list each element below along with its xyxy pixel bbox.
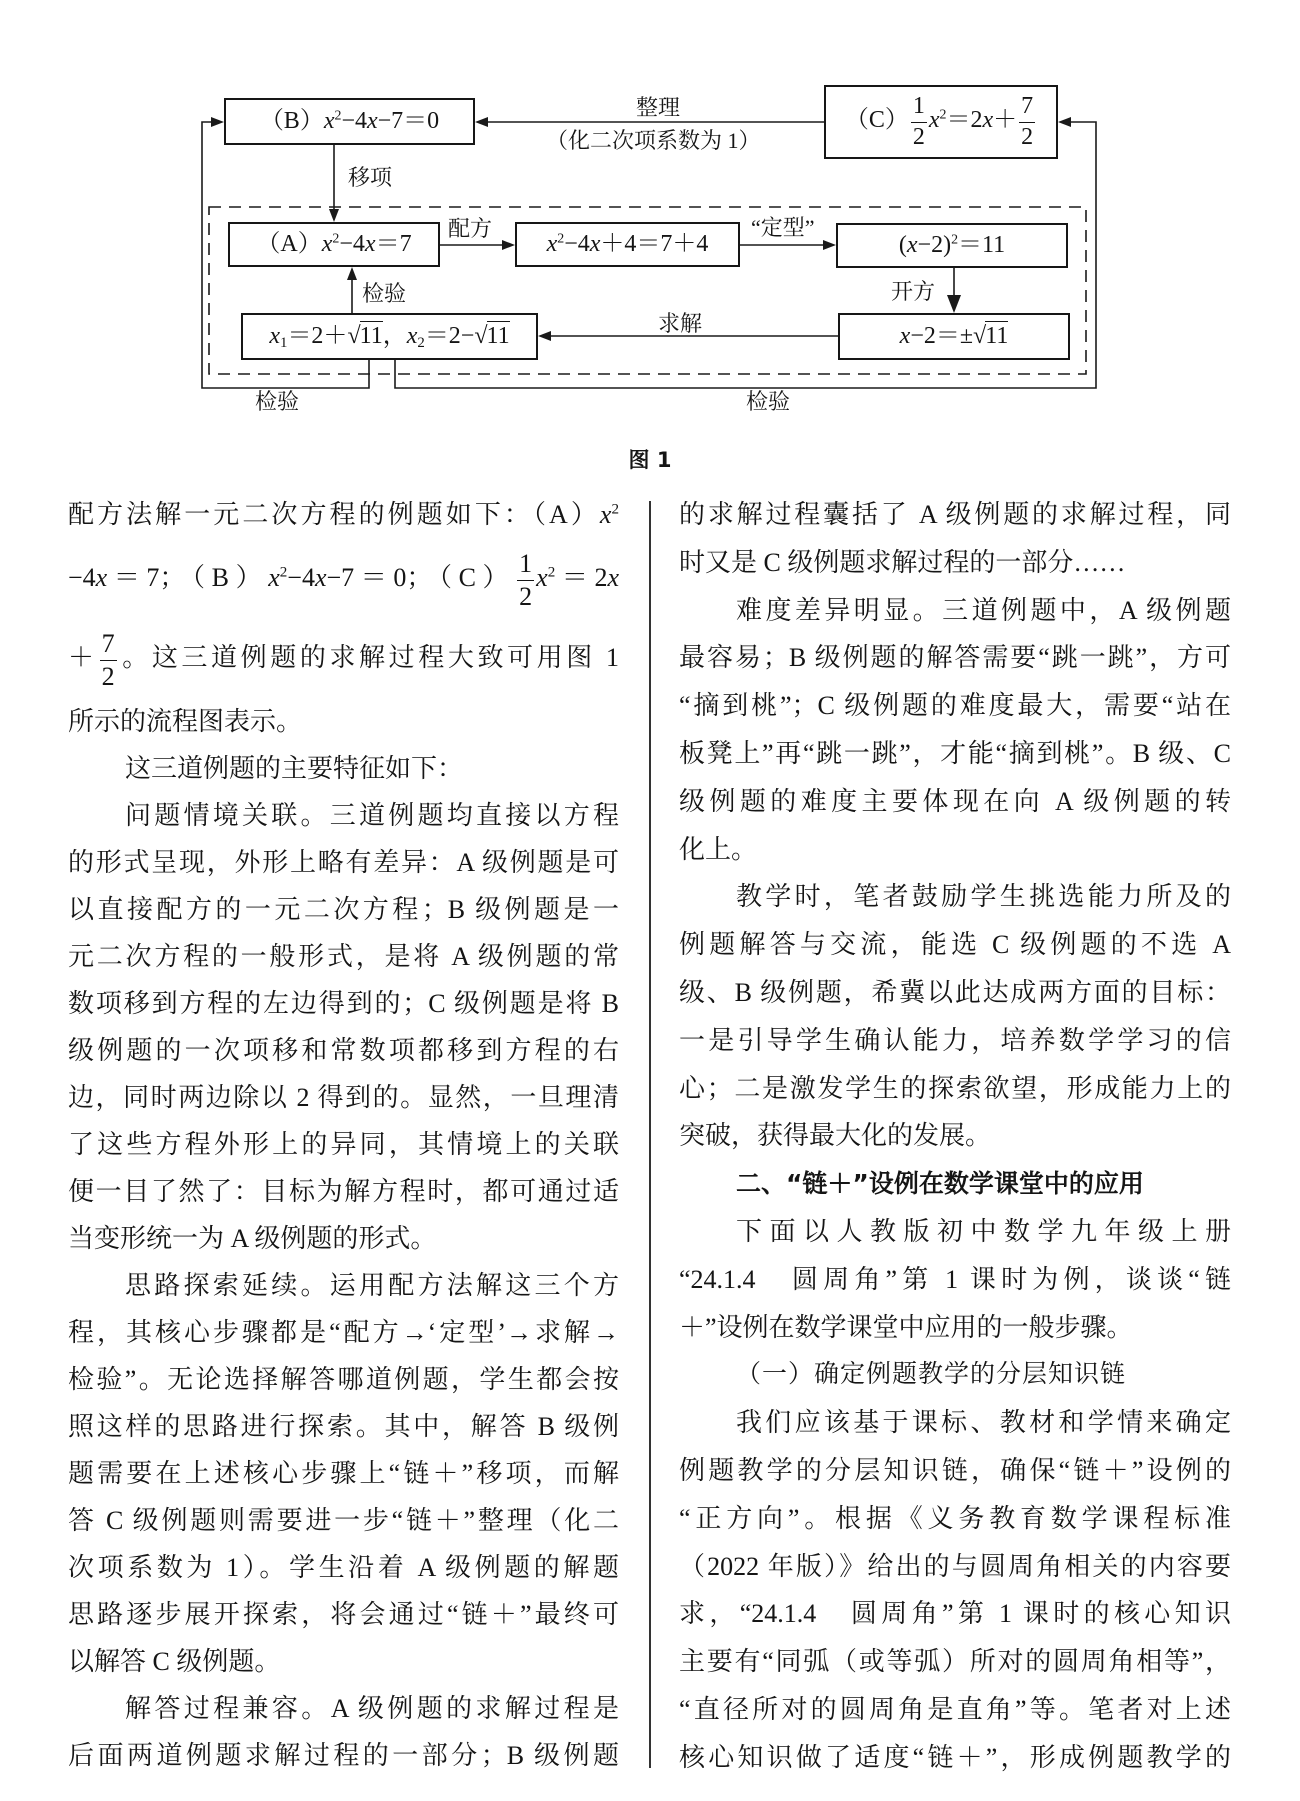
text-line: 元二次方程的一般形式，是将 A 级例题的常 — [68, 942, 619, 971]
math-variable: x — [607, 563, 619, 592]
text-line: 下面以人教版初中数学九年级上册 — [736, 1216, 1231, 1246]
text-line: 的求解过程囊括了 A 级例题的求解过程，同 — [679, 500, 1231, 529]
fraction-numerator: 7 — [100, 630, 117, 660]
subscript: 2 — [417, 335, 425, 352]
arrowhead-left-icon — [538, 331, 551, 341]
text-run: 配方法解一元二次方程的例题如下：（A） — [68, 500, 600, 529]
label-transpose: 移项 — [348, 165, 393, 190]
text-run: −4 — [341, 108, 367, 135]
paragraph — [68, 1685, 619, 1779]
subsection-heading — [679, 1351, 1231, 1399]
text-line: “直径所对的圆周角是直角”等。笔者对上述 — [679, 1694, 1231, 1724]
text-line: 教学时，笔者鼓励学生挑选能力所及的 — [736, 882, 1231, 912]
radicand: 11 — [359, 323, 383, 350]
arrowhead-left-icon — [1058, 117, 1071, 127]
text-line: “正方向”。根据《义务教育数学课程标准 — [679, 1503, 1231, 1533]
paragraph — [679, 1208, 1231, 1351]
math-variable: x — [269, 323, 280, 350]
equation-box-c — [824, 85, 1058, 159]
equation-c-text — [845, 94, 1037, 149]
text-run: ＋ — [68, 643, 98, 672]
text-line: 思路探索延续。运用配方法解这三个方 — [125, 1271, 619, 1300]
text-line: 级、B 级例题，希冀以此达成两方面的目标： — [679, 977, 1231, 1007]
text-line: 二、“链＋”设例在数学课堂中的应用 — [736, 1169, 1144, 1199]
text-run: ＝2− — [424, 323, 475, 350]
text-line: “摘到桃”；C 级例题的难度最大，需要“站在 — [679, 691, 1231, 721]
text-run: ， — [382, 323, 407, 350]
text-line: 思路逐步展开探索，将会通过“链＋”最终可 — [68, 1600, 619, 1629]
text-line: 以直接配方的一元二次方程；B 级例题是一 — [68, 895, 619, 924]
math-variable: x — [982, 107, 994, 134]
math-variable: x — [95, 563, 108, 592]
text-run: −4 — [68, 563, 96, 592]
text-run: （B） — [259, 108, 324, 135]
text-line: 我们应该基于课标、教材和学情来确定 — [736, 1408, 1231, 1438]
text-run: ＝2 — [946, 107, 983, 134]
text-line: 边，同时两边除以 2 得到的。显然，一旦理清 — [68, 1083, 619, 1112]
radicand: 11 — [985, 323, 1009, 350]
text-line: 当变形统一为 A 级例题的形式。 — [68, 1224, 437, 1253]
text-run: ＝2＋ — [287, 323, 348, 350]
arrowhead-right-icon — [502, 240, 515, 250]
section-heading — [679, 1160, 1231, 1208]
text-line: 主要有“同弧（或等弧）所对的圆周角相等”， — [679, 1647, 1231, 1677]
superscript: 2 — [611, 501, 619, 518]
complete-square-text — [547, 230, 709, 259]
right-text-column — [679, 491, 1231, 1782]
text-line: 便一目了然了：目标为解方程时，都可通过适 — [68, 1177, 619, 1206]
fraction-denominator: 2 — [101, 661, 115, 691]
column-divider — [649, 501, 651, 1768]
text-run: ＝7 — [375, 231, 412, 258]
superscript: 2 — [334, 108, 342, 124]
text-line: 以解答 C 级例题。 — [68, 1647, 281, 1676]
text-run: （A） — [256, 231, 322, 258]
text-line: 问题情境关联。三道例题均直接以方程 — [125, 801, 619, 830]
paragraph — [68, 491, 619, 745]
label-tidy: 整理 — [636, 95, 681, 120]
superscript: 2 — [557, 231, 565, 247]
fraction — [911, 94, 927, 149]
math-variable: x — [589, 231, 601, 258]
square-root — [347, 323, 382, 349]
text-run: 。这三道例题的求解过程大致可用图 1 — [118, 643, 619, 672]
text-run: −7＝0 — [377, 108, 440, 135]
fraction-numerator: 7 — [1019, 94, 1035, 122]
equation-a-text — [256, 230, 411, 259]
text-line: ＋”设例在数学课堂中应用的一般步骤。 — [679, 1312, 1133, 1342]
solutions-box — [241, 313, 538, 360]
text-line: 后面两道例题求解过程的一部分；B 级例题 — [68, 1741, 619, 1770]
math-variable: x — [406, 323, 418, 350]
paragraph — [68, 792, 619, 1262]
fraction-numerator: 1 — [911, 94, 927, 122]
paragraph — [68, 745, 619, 792]
text-line: 化上。 — [679, 834, 758, 864]
text-line: 次项系数为 1）。学生沿着 A 级例题的解题 — [68, 1553, 619, 1582]
text-run: −4 — [287, 563, 315, 592]
flowchart-figure — [0, 0, 1300, 480]
fraction-denominator: 2 — [912, 123, 925, 150]
text-line: 照这样的思路进行探索。其中，解答 B 级例 — [68, 1412, 619, 1441]
text-line: 级例题的难度主要体现在向 A 级例题的转 — [679, 786, 1231, 816]
text-line: 解答过程兼容。A 级例题的求解过程是 — [125, 1694, 619, 1723]
text-run: ＋ — [993, 107, 1018, 134]
arrowhead-up-icon — [347, 267, 357, 280]
text-line: 数项移到方程的左边得到的；C 级例题是将 B — [68, 989, 619, 1018]
radical-sign-icon: √ — [474, 323, 488, 350]
superscript: 2 — [279, 564, 288, 581]
text-line: 板凳上”再“跳一跳”，才能“摘到桃”。B 级、C — [679, 738, 1231, 768]
arrowhead-down-icon — [329, 209, 339, 222]
math-variable: x — [314, 563, 327, 592]
text-line: （一）确定例题教学的分层知识链 — [736, 1361, 1127, 1389]
math-variable: x — [321, 231, 333, 258]
equation-b-text — [260, 107, 439, 136]
text-line: 例题教学的分层知识链，确保“链＋”设例的 — [679, 1455, 1231, 1485]
fraction-denominator: 2 — [519, 581, 533, 611]
fraction — [100, 630, 117, 690]
text-line: “24.1.4 圆周角”第 1 课时为例，谈谈“链 — [679, 1264, 1231, 1294]
label-take-root: 开方 — [891, 279, 936, 304]
text-line: 了这些方程外形上的异同，其情境上的关联 — [68, 1130, 619, 1159]
arrowhead-right-icon — [211, 117, 224, 127]
text-line: 这三道例题的主要特征如下： — [125, 754, 464, 783]
arrowhead-down-icon — [947, 295, 961, 313]
superscript: 2 — [951, 232, 959, 248]
fraction — [517, 550, 534, 610]
text-line: 心；二是激发学生的探索欲望，形成能力上的 — [679, 1073, 1231, 1103]
text-run: ＝7；（B） — [107, 563, 269, 592]
equation-box-a — [228, 222, 440, 267]
left-text-column — [68, 491, 619, 1779]
math-variable: x — [323, 108, 335, 135]
text-run: ＝2 — [555, 563, 608, 592]
text-line: （2022 年版）》给出的与圆周角相关的内容要 — [679, 1551, 1231, 1581]
fraction-denominator: 2 — [1021, 123, 1034, 150]
label-standardize: “定型” — [751, 215, 815, 240]
math-variable: x — [366, 108, 378, 135]
text-run: ( — [898, 232, 907, 259]
equation-box-b — [224, 98, 475, 145]
standard-form-text — [899, 231, 1005, 260]
paragraph — [68, 1262, 619, 1685]
text-line: 题需要在上述核心步骤上“链＋”移项，而解 — [68, 1459, 619, 1488]
fraction — [1019, 94, 1035, 149]
superscript: 2 — [939, 107, 947, 123]
text-line — [68, 618, 619, 698]
text-line: 一是引导学生确认能力，培养数学学习的信 — [679, 1025, 1231, 1055]
label-solve: 求解 — [658, 311, 703, 336]
text-line: 时又是 C 级例题求解过程的一部分…… — [679, 547, 1126, 577]
radical-sign-icon: √ — [973, 323, 987, 350]
math-variable: x — [536, 563, 548, 592]
label-check-right-loop: 检验 — [746, 389, 791, 414]
text-line: 程，其核心步骤都是“配方→‘定型’→求解→ — [68, 1318, 619, 1347]
text-line: 例题解答与交流，能选 C 级例题的不选 A — [679, 930, 1231, 960]
text-line: 级例题的一次项移和常数项都移到方程的右 — [68, 1036, 619, 1065]
text-line: 求，“24.1.4 圆周角”第 1 课时的核心知识 — [679, 1599, 1231, 1629]
arrowhead-right-icon — [823, 240, 836, 250]
figure-caption: 图 1 — [628, 448, 672, 472]
text-run: −2) — [917, 232, 952, 259]
text-run: −2＝± — [910, 323, 974, 350]
subscript: 1 — [280, 335, 288, 352]
text-line: 核心知识做了适度“链＋”，形成例题教学的 — [679, 1742, 1231, 1772]
paragraph — [679, 873, 1231, 1160]
paragraph — [679, 491, 1231, 587]
standard-form-box — [836, 223, 1068, 268]
text-line — [68, 538, 619, 618]
radical-sign-icon: √ — [347, 323, 361, 350]
math-variable: x — [546, 231, 558, 258]
text-line: 所示的流程图表示。 — [68, 707, 303, 736]
math-variable: x — [899, 323, 911, 350]
arrowhead-left-icon — [475, 117, 488, 127]
solutions-text — [269, 322, 509, 351]
superscript: 2 — [547, 564, 556, 581]
complete-square-box — [515, 222, 740, 267]
math-variable: x — [599, 500, 612, 529]
text-run: （C） — [844, 107, 909, 134]
text-line: 答 C 级例题则需要进一步“链＋”整理（化二 — [68, 1506, 619, 1535]
fraction-numerator: 1 — [517, 550, 534, 580]
text-line — [68, 491, 619, 538]
paragraph — [679, 1399, 1231, 1781]
square-root-text — [900, 322, 1009, 351]
radicand: 11 — [486, 323, 510, 350]
text-run: −7＝0；（C） — [326, 563, 516, 592]
superscript: 2 — [332, 231, 340, 247]
label-complete-square: 配方 — [448, 216, 493, 241]
text-line: 检验”。无论选择解答哪道例题，学生都会按 — [68, 1365, 619, 1394]
math-variable: x — [928, 107, 940, 134]
math-variable: x — [364, 231, 376, 258]
text-run: −4 — [339, 231, 365, 258]
paragraph — [679, 587, 1231, 874]
square-root — [474, 323, 509, 349]
label-tidy-note: （化二次项系数为 1） — [546, 128, 761, 153]
text-line: 突破，获得最大化的发展。 — [679, 1121, 992, 1151]
square-root-box — [838, 313, 1070, 360]
text-run: −4 — [564, 231, 590, 258]
text-line: 难度差异明显。三道例题中，A 级例题 — [736, 595, 1231, 625]
text-line: 的形式呈现，外形上略有差异：A 级例题是可 — [68, 848, 619, 877]
text-run: ＝11 — [958, 232, 1006, 259]
math-variable: x — [906, 232, 918, 259]
text-run: ＋4＝7＋4 — [600, 231, 709, 258]
label-check-left-loop: 检验 — [255, 389, 300, 414]
text-line: 最容易；B 级例题的解答需要“跳一跳”，方可 — [679, 643, 1231, 673]
math-variable: x — [268, 563, 280, 592]
label-check-up: 检验 — [362, 281, 407, 306]
square-root — [973, 323, 1008, 349]
